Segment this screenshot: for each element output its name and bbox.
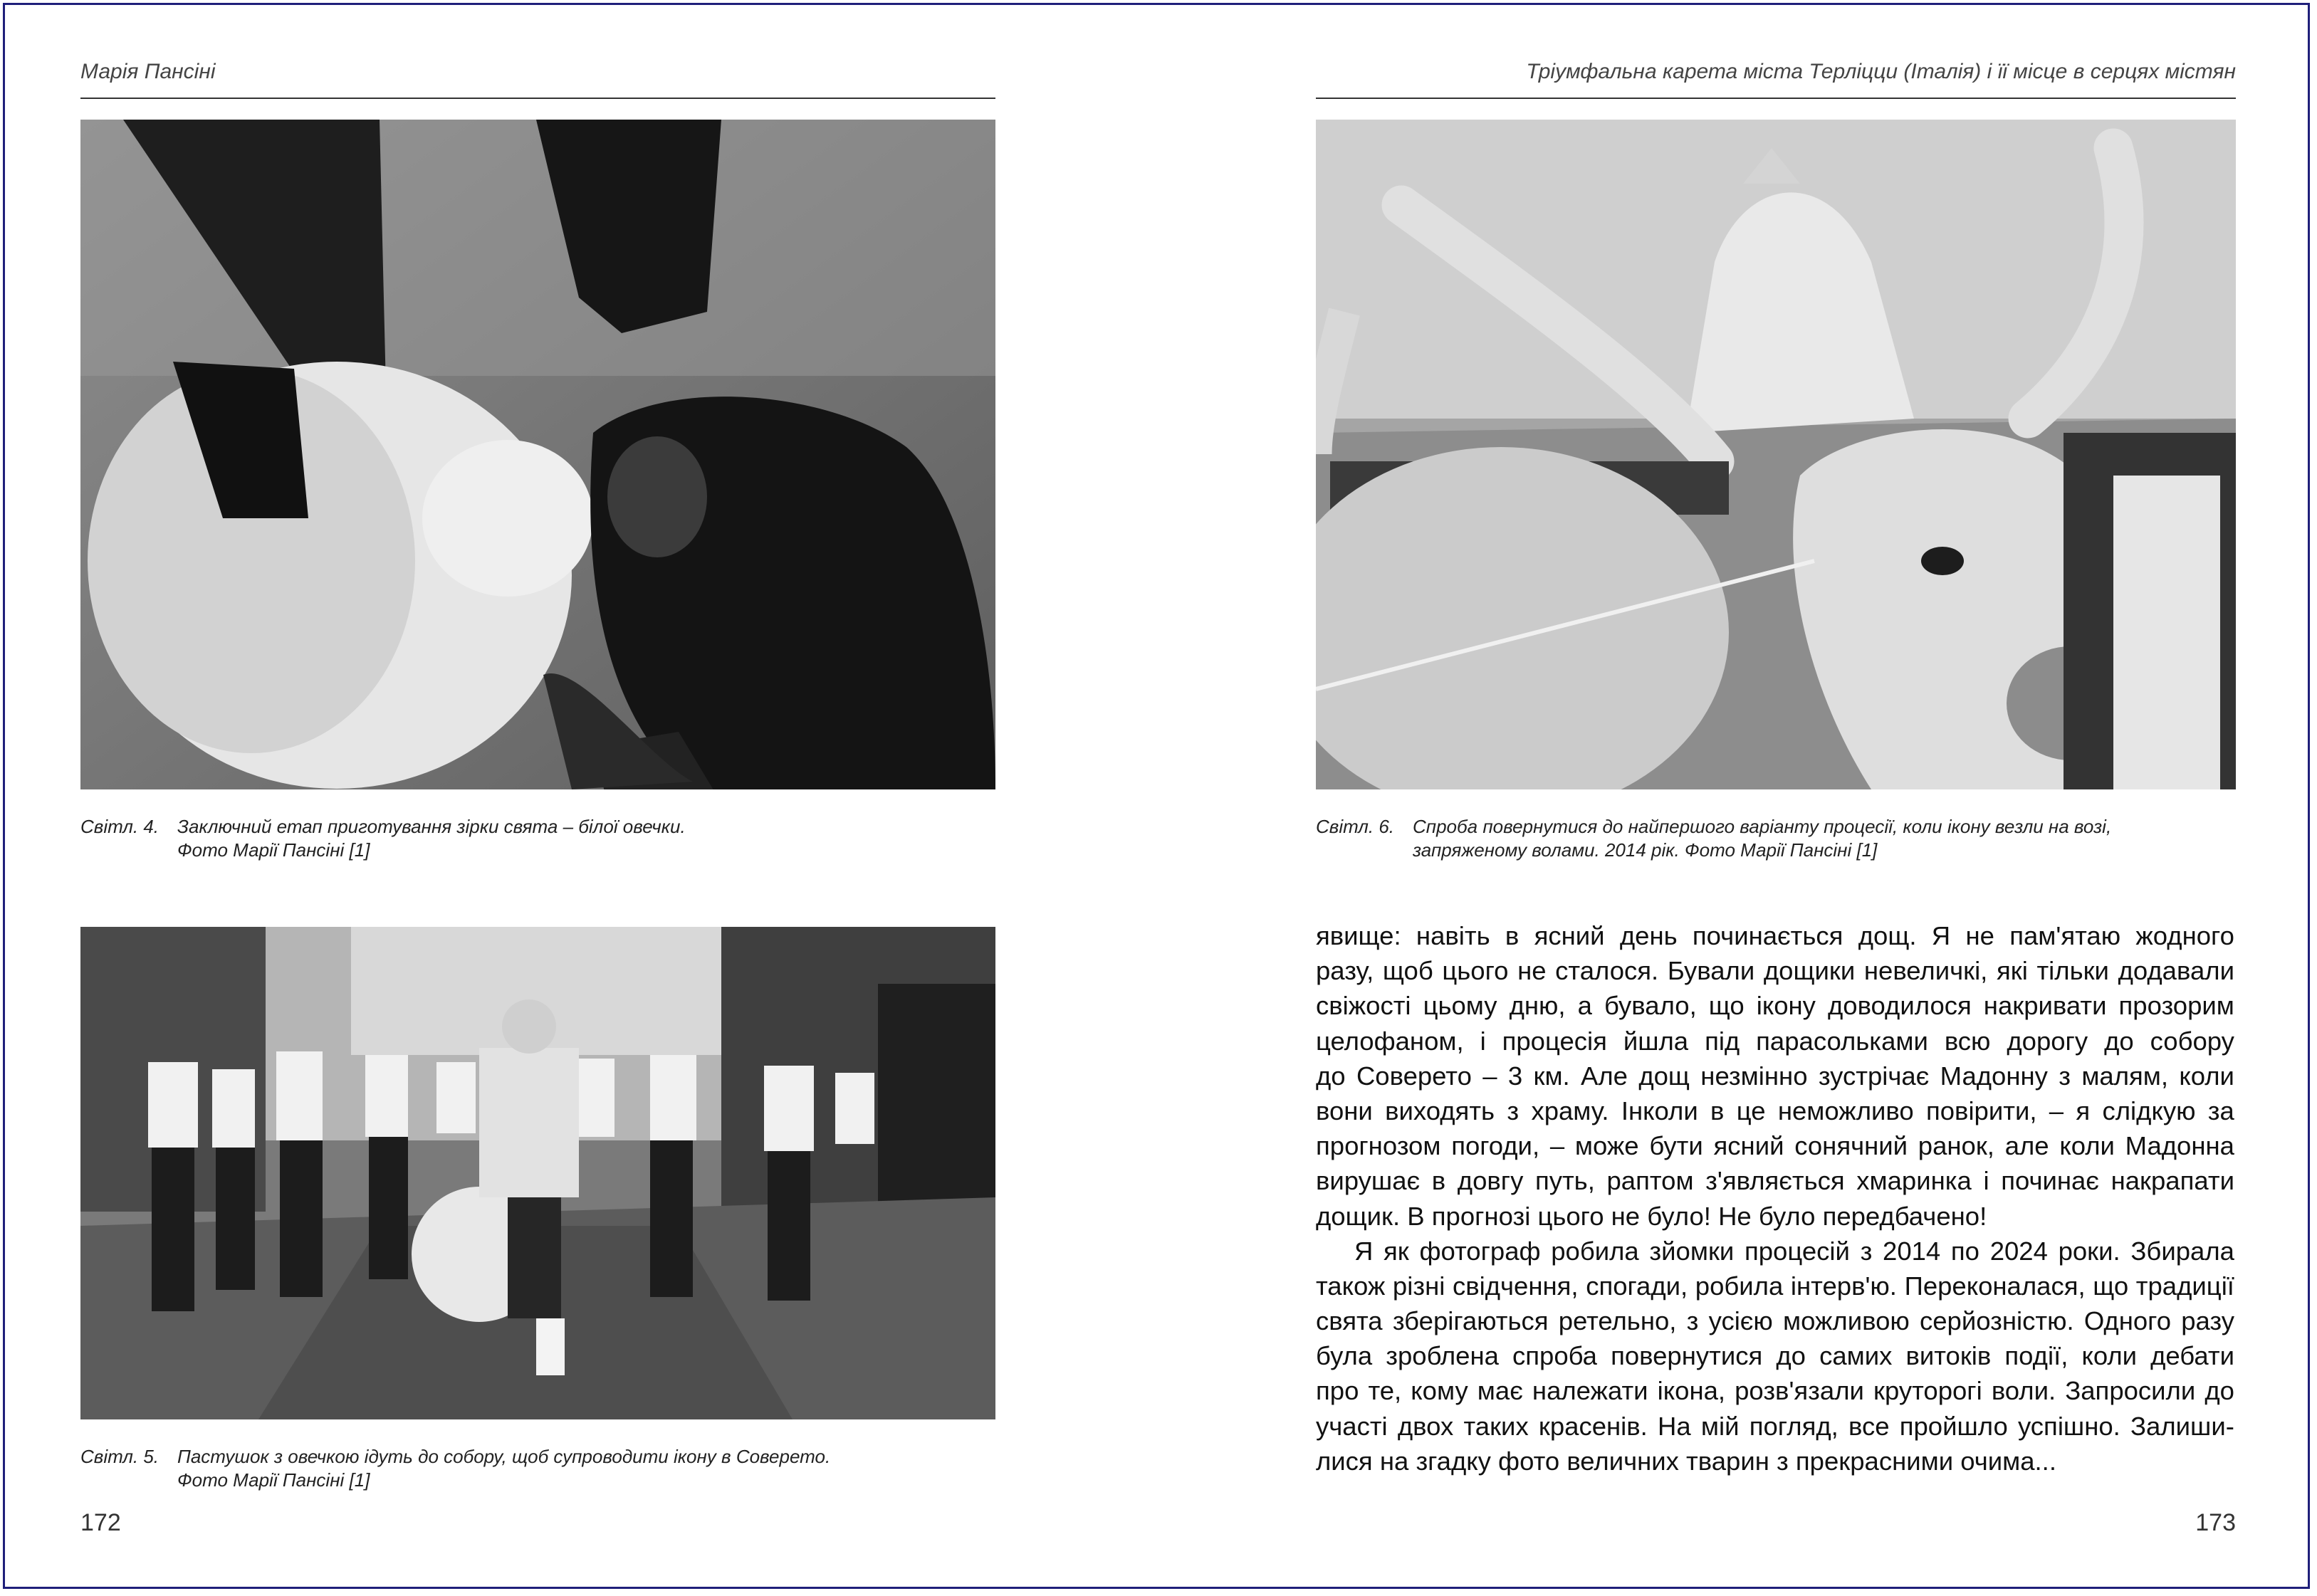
- header-rule: [1316, 98, 2236, 99]
- page-number: 172: [80, 1509, 121, 1536]
- text-line: Я як фотограф робила зйомки процесій з 2014 по 2024 роки. Збирала: [1354, 1236, 2234, 1266]
- text-line: явище: навіть в ясний день починається дощ. Я не пам'ятаю жодного: [1316, 921, 2234, 950]
- text-line: про те, кому має належати ікона, розв'язали круторогі воли. Запросили до: [1316, 1376, 2234, 1406]
- caption-line: Пастушок з овечкою ідуть до собору, щоб супроводити ікону в Соверето.: [177, 1446, 831, 1467]
- text-line: свята зберігаються ретельно, з усією можливою серйозністю. Одного разу: [1316, 1306, 2234, 1336]
- caption-line: Фото Марії Пансіні [1]: [177, 1469, 370, 1491]
- text-line: целофаном, і процесія йшла під парасольками всю дорогу до собору: [1316, 1026, 2234, 1056]
- text-line: прогнозом погоди, – може бути ясний сонячний ранок, але коли Мадонна: [1316, 1131, 2234, 1161]
- caption-line: запряженому волами. 2014 рік. Фото Марії Пансіні [1]: [1413, 839, 1878, 861]
- caption-line: Спроба повернутися до найпершого варіанту процесії, коли ікону везли на возі,: [1413, 816, 2112, 837]
- text-line: свіжості цьому дню, а бувало, що ікону доводилося накривати прозорим: [1316, 991, 2234, 1021]
- text-line: разу, щоб цього не сталося. Бували дощики невеличкі, які тільки додавали: [1316, 956, 2234, 986]
- text-line: вирушає в довгу путь, раптом з'являється хмаринка і починає накрапати: [1316, 1166, 2234, 1196]
- body-text: [1316, 918, 2234, 1479]
- caption-line: Заключний етап приготування зірки свята – білої овечки.: [177, 816, 686, 837]
- running-head-author: Марія Пансіні: [80, 60, 216, 83]
- photo-oxen-icon-cart: [1316, 120, 2236, 789]
- text-line: вони виходять з храму. Інколи в це неможливо повірити, – я слідкую за: [1316, 1096, 2234, 1125]
- caption-line: Фото Марії Пансіні [1]: [177, 839, 370, 861]
- header-rule: [80, 98, 995, 99]
- text-line: лися на згадку фото величних тварин з прекрасними очима...: [1316, 1446, 2056, 1476]
- text-line: дощик. В прогнозі цього не було! Не було передбачено!: [1316, 1201, 1987, 1231]
- page-number: 173: [2195, 1509, 2236, 1536]
- figure-label: Світл. 6.: [1316, 816, 1395, 837]
- figure-label: Світл. 4.: [80, 816, 159, 837]
- photo-sheep-grooming: [80, 120, 995, 789]
- figure-caption-4: [80, 815, 995, 865]
- figure-caption-6: [1316, 815, 2236, 865]
- photo-shepherd-procession: [80, 927, 995, 1419]
- text-line: до Соверето – 3 км. Але дощ незмінно зустрічає Мадонну з малям, коли: [1316, 1061, 2234, 1091]
- figure-caption-5: [80, 1445, 995, 1495]
- text-line: також різні свідчення, спогади, робила інтерв'ю. Переконалася, що традиції: [1316, 1271, 2234, 1301]
- paragraph: [1316, 1234, 2234, 1479]
- paragraph: [1316, 918, 2234, 1234]
- running-head-title: Тріумфальна карета міста Терліцци (Італія) і її місце в серцях містян: [1526, 60, 2236, 83]
- text-line: участі двох таких красенів. На мій погляд, все пройшло успішно. Залиши-: [1316, 1411, 2234, 1441]
- figure-label: Світл. 5.: [80, 1446, 159, 1467]
- text-line: була зроблена спроба повернутися до самих витоків події, коли дебати: [1316, 1341, 2234, 1371]
- left-page: [0, 0, 1158, 1596]
